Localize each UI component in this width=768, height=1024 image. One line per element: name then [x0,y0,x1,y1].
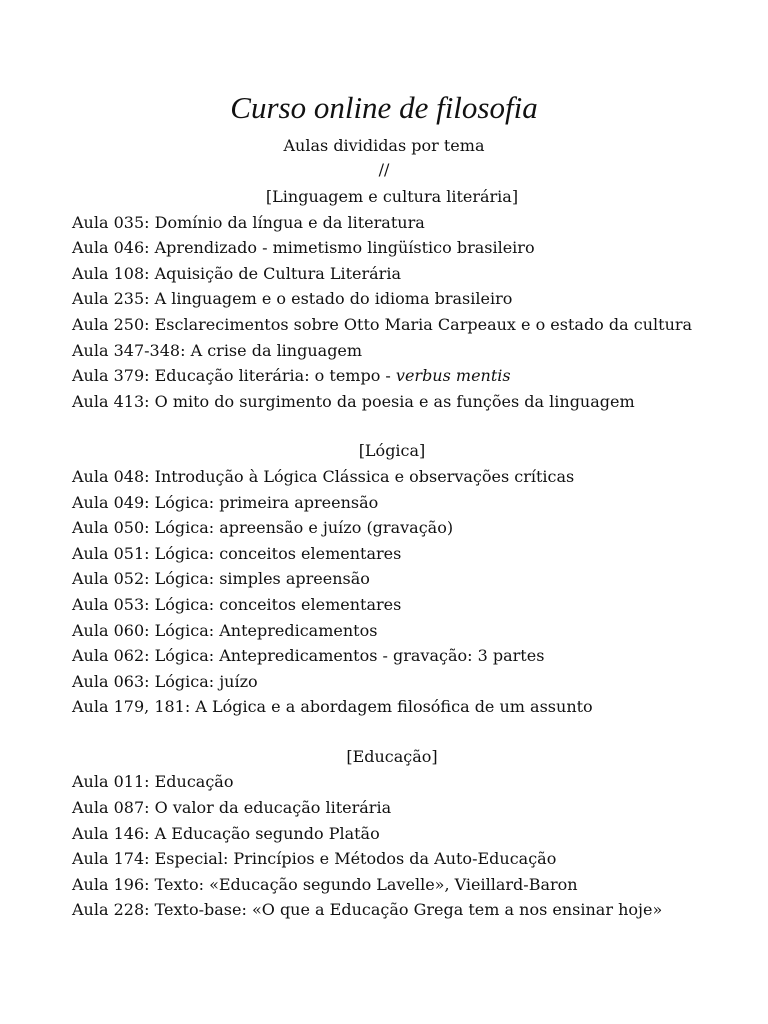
lesson-item: Aula 060: Lógica: Antepredicamentos [72,620,378,640]
lesson-list [72,464,712,720]
lesson-item: Aula 228: Texto-base: «O que a Educação Grega tem a nos ensinar hoje» [72,900,663,920]
lesson-item: Aula 053: Lógica: conceitos elementares [72,594,402,614]
lesson-item: Aula 174: Especial: Princípios e Métodos da Auto-Educação [72,849,557,869]
lesson-item: Aula 049: Lógica: primeira apreensão [72,492,379,512]
section-logica [72,438,712,720]
section-educacao [72,744,712,923]
lesson-item: Aula 062: Lógica: Antepredicamentos - gravação: 3 partes [72,646,545,666]
lesson-item: Aula 196: Texto: «Educação segundo Lavelle», Vieillard-Baron [72,874,578,894]
lesson-item: Aula 050: Lógica: apreensão e juízo (gravação) [72,518,454,538]
lesson-item: Aula 413: O mito do surgimento da poesia e as funções da linguagem [72,391,635,411]
lesson-item: Aula 108: Aquisição de Cultura Literária [72,263,401,283]
lesson-item: Aula 347-348: A crise da linguagem [72,340,363,360]
lesson-item: Aula 035: Domínio da língua e da literatura [72,212,425,232]
sections-container [72,184,712,923]
section-heading: [Lógica] [358,441,426,461]
lesson-item-italic: verbus mentis [395,366,511,386]
lesson-item: Aula 011: Educação [72,772,234,792]
lesson-list [72,210,712,415]
lesson-item: Aula 087: O valor da educação literária [72,798,392,818]
lesson-item: Aula 250: Esclarecimentos sobre Otto Maria Carpeaux e o estado da cultura [72,314,693,334]
lesson-item: Aula 046: Aprendizado - mimetismo lingüístico brasileiro [72,238,535,258]
lesson-item: Aula 048: Introdução à Lógica Clássica e observações críticas [72,466,575,486]
page-subtitle: Aulas divididas por tema [283,136,485,155]
lesson-item: Aula 063: Lógica: juízo [72,671,258,691]
lesson-list [72,769,712,923]
lesson-item: Aula 146: A Educação segundo Platão [72,823,380,843]
section-heading: [Linguagem e cultura literária] [265,187,519,206]
separator: // [378,160,390,179]
lesson-item: Aula 379: Educação literária: o tempo - verbus mentis [72,366,511,386]
section-linguagem [72,184,712,414]
section-heading: [Educação] [346,746,438,766]
page-title: Curso online de filosofia [230,90,538,125]
lesson-item: Aula 052: Lógica: simples apreensão [72,569,370,589]
lesson-item: Aula 179, 181: A Lógica e a abordagem filosófica de um assunto [72,697,593,717]
lesson-item: Aula 051: Lógica: conceitos elementares [72,543,402,563]
lesson-item: Aula 235: A linguagem e o estado do idioma brasileiro [72,289,513,309]
